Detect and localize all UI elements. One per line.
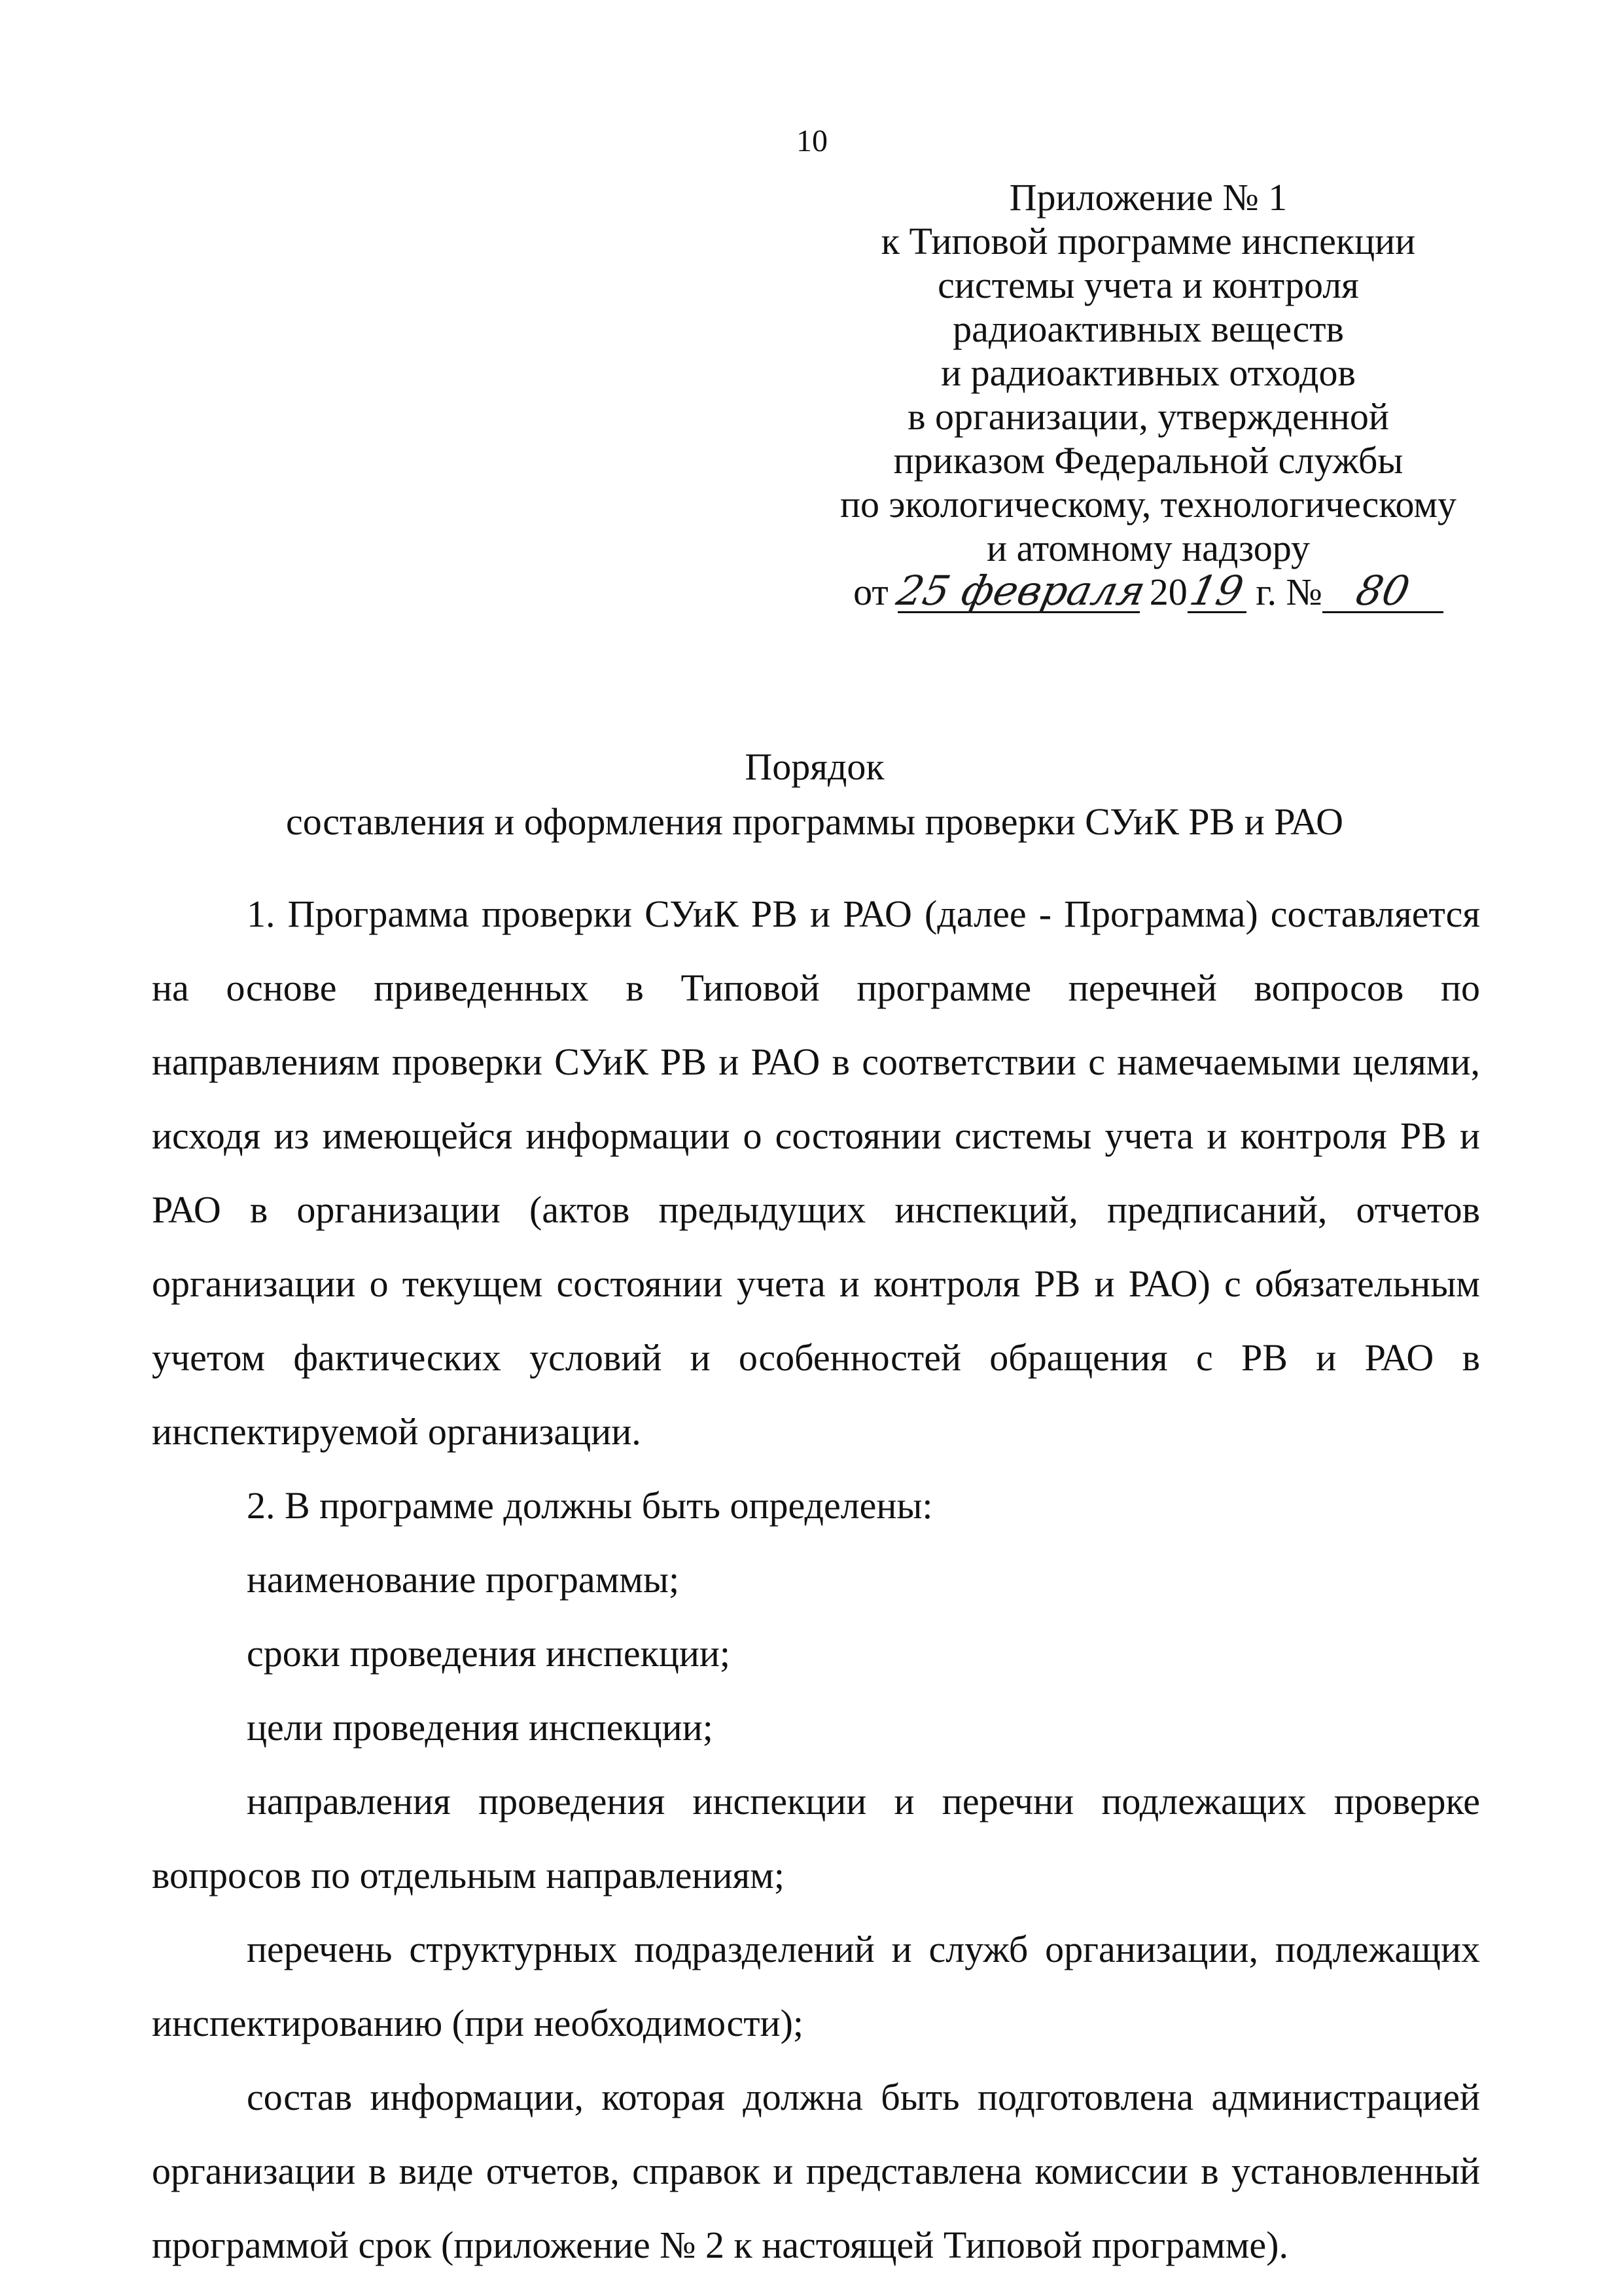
page-number: 10 xyxy=(796,124,828,158)
order-date-line xyxy=(802,567,1495,614)
appendix-line: к Типовой программе инспекции xyxy=(881,220,1416,262)
list-item: состав информации, которая должна быть подготовлена администрацией организации в виде отчетов, справок и представлена комиссии в установленный программой срок (приложение № 2 к настоящей Типовой программе). xyxy=(152,2076,1480,2266)
title-line-2: составления и оформления программы проверки СУиК РВ и РАО xyxy=(286,800,1343,843)
appendix-header xyxy=(802,175,1495,614)
order-year-prefix: 20 xyxy=(1149,571,1188,613)
list-item: цели проведения инспекции; xyxy=(247,1706,713,1749)
appendix-line: приказом Федеральной службы xyxy=(893,439,1403,482)
order-number-field xyxy=(1322,567,1443,614)
order-prefix: от xyxy=(853,571,889,613)
order-date-field xyxy=(892,567,1150,614)
list-item: сроки проведения инспекции; xyxy=(247,1632,731,1675)
list-item: наименование программы; xyxy=(247,1558,680,1601)
handwritten-year: 19 xyxy=(1186,567,1248,614)
appendix-line: системы учета и контроля xyxy=(938,264,1359,306)
handwritten-date: 25 февраля xyxy=(892,567,1150,614)
appendix-line: в организации, утвержденной xyxy=(908,395,1389,438)
handwritten-number: 80 xyxy=(1352,567,1414,614)
appendix-line: Приложение № 1 xyxy=(1009,176,1288,219)
document-body xyxy=(152,877,1480,2282)
title-line-1: Порядок xyxy=(745,745,885,788)
order-year-field xyxy=(1186,567,1248,614)
paragraph-1: 1. Программа проверки СУиК РВ и РАО (далее - Программа) составляется на основе приведенных в Типовой программе перечней вопросов по направлениям проверки СУиК РВ и РАО в соответствии с намечаемыми целями, исходя из имеющейся информации о состоянии системы учета и контроля РВ и РАО в организации (актов предыдущих инспекций, предписаний, отчетов организации о текущем состоянии учета и контроля РВ и РАО) с обязательным учетом фактических условий и особенностей обращения с РВ и РАО в инспектируемой организации. xyxy=(152,893,1480,1453)
paragraph-2: 2. В программе должны быть определены: xyxy=(247,1484,933,1527)
appendix-line: и атомному надзору xyxy=(987,527,1310,569)
appendix-line: радиоактивных веществ xyxy=(953,308,1344,350)
list-item: перечень структурных подразделений и служб организации, подлежащих инспектированию (при необходимости); xyxy=(152,1928,1480,2044)
appendix-line: по экологическому, технологическому xyxy=(839,483,1457,525)
appendix-line: и радиоактивных отходов xyxy=(941,351,1356,394)
order-year-suffix: г. № xyxy=(1256,571,1322,613)
document-title xyxy=(150,739,1479,849)
list-item: направления проведения инспекции и перечни подлежащих проверке вопросов по отдельным направлениям; xyxy=(152,1780,1480,1896)
